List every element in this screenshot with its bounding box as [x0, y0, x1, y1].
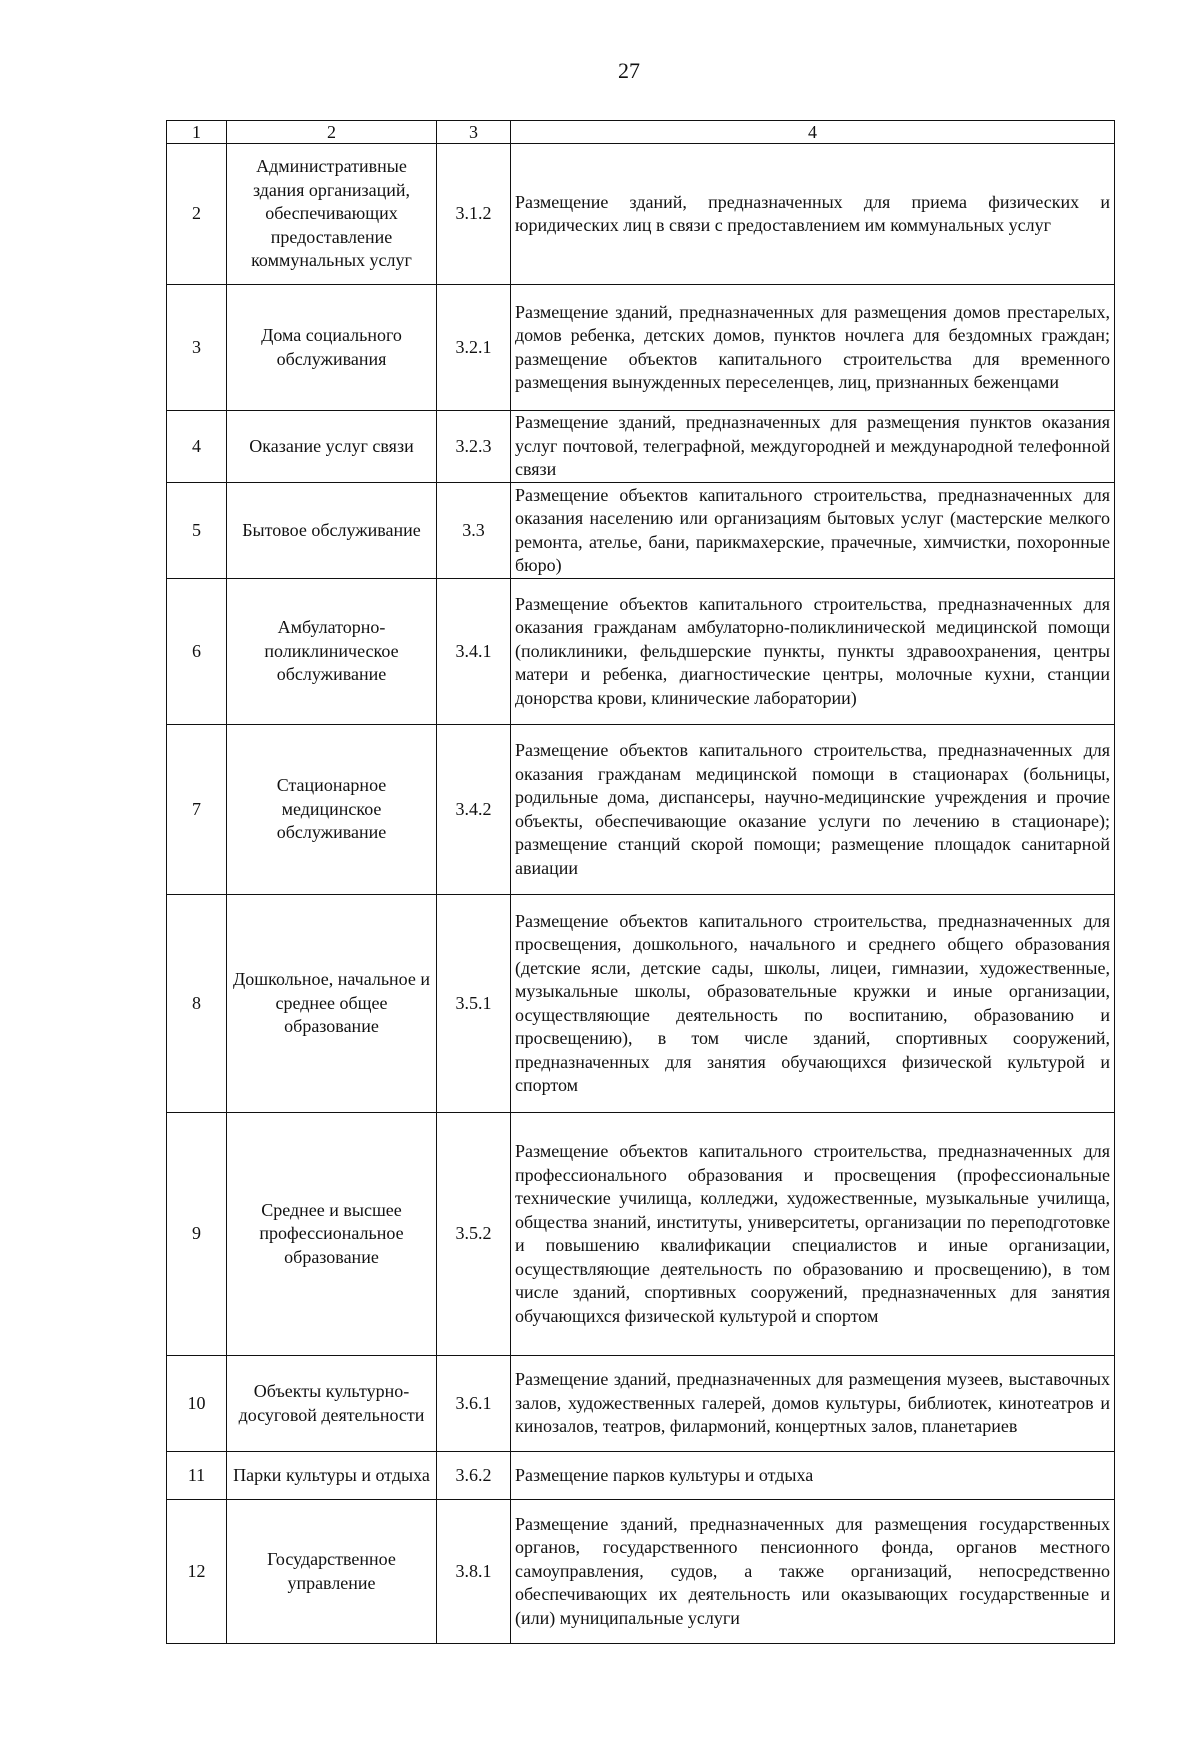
header-cell-1: 1	[167, 121, 227, 144]
use-type-description: Размещение объектов капитального строительства, предназначенных для просвещения, дошкольного, начального и среднего общего образования (детские ясли, детские сады, школы, лицеи, гимназии, художественные, музыкальные школы, образовательные кружки и иные организации, осуществляющие деятельность по воспитанию, образованию и просвещению), в том числе зданий, спортивных сооружений, предназначенных для занятия обучающихся физической культурой и спортом	[511, 895, 1115, 1113]
table-row	[167, 1500, 1115, 1644]
row-number: 9	[167, 1113, 227, 1356]
use-type-code: 3.6.1	[437, 1356, 511, 1452]
use-type-description: Размещение объектов капитального строительства, предназначенных для профессионального образования и просвещения (профессиональные технические училища, колледжи, художественные, музыкальные училища, общества знаний, институты, университеты, организации по переподготовке и повышению квалификации специалистов и иные организации, осуществляющие деятельность по образованию и просвещению), в том числе зданий, спортивных сооружений, предназначенных для занятия обучающихся физической культурой и спортом	[511, 1113, 1115, 1356]
page-number: 27	[618, 58, 640, 83]
use-type-code: 3.3	[437, 483, 511, 579]
use-type-name: Бытовое обслуживание	[227, 483, 437, 579]
row-number: 5	[167, 483, 227, 579]
use-type-description: Размещение зданий, предназначенных для размещения пунктов оказания услуг почтовой, телеграфной, междугородней и международной телефонной связи	[511, 411, 1115, 483]
table-row	[167, 285, 1115, 411]
use-type-description: Размещение объектов капитального строительства, предназначенных для оказания гражданам амбулаторно-поликлинической медицинской помощи (поликлиники, фельдшерские пункты, пункты здравоохранения, центры матери и ребенка, диагностические центры, молочные кухни, станции донорства крови, клинические лаборатории)	[511, 579, 1115, 725]
row-number: 12	[167, 1500, 227, 1644]
row-number: 3	[167, 285, 227, 411]
use-type-name: Дошкольное, начальное и среднее общее образование	[227, 895, 437, 1113]
row-number: 7	[167, 725, 227, 895]
table-row	[167, 144, 1115, 285]
header-cell-3: 3	[437, 121, 511, 144]
use-type-code: 3.4.1	[437, 579, 511, 725]
use-type-name: Парки культуры и отдыха	[227, 1452, 437, 1500]
header-cell-4: 4	[511, 121, 1115, 144]
use-type-code: 3.4.2	[437, 725, 511, 895]
use-type-description: Размещение зданий, предназначенных для размещения музеев, выставочных залов, художественных галерей, домов культуры, библиотек, кинотеатров и кинозалов, театров, филармоний, концертных залов, планетариев	[511, 1356, 1115, 1452]
use-type-name: Объекты культурно-досуговой деятельности	[227, 1356, 437, 1452]
table-row	[167, 725, 1115, 895]
use-type-code: 3.2.1	[437, 285, 511, 411]
land-use-table	[166, 120, 1115, 1644]
use-type-code: 3.2.3	[437, 411, 511, 483]
table-row	[167, 411, 1115, 483]
table-row	[167, 579, 1115, 725]
use-type-code: 3.8.1	[437, 1500, 511, 1644]
use-type-name: Дома социального обслуживания	[227, 285, 437, 411]
use-type-description: Размещение объектов капитального строительства, предназначенных для оказания гражданам медицинской помощи в стационарах (больницы, родильные дома, диспансеры, научно-медицинские учреждения и прочие объекты, обеспечивающие оказание услуги по лечению в стационаре); размещение станций скорой помощи; размещение площадок санитарной авиации	[511, 725, 1115, 895]
table-header-row	[167, 121, 1115, 144]
table-row	[167, 1452, 1115, 1500]
table-row	[167, 1113, 1115, 1356]
table-row	[167, 483, 1115, 579]
use-type-name: Административные здания организаций, обеспечивающих предоставление коммунальных услуг	[227, 144, 437, 285]
use-type-description: Размещение зданий, предназначенных для размещения домов престарелых, домов ребенка, детских домов, пунктов ночлега для бездомных граждан; размещение объектов капитального строительства для временного размещения вынужденных переселенцев, лиц, признанных беженцами	[511, 285, 1115, 411]
row-number: 6	[167, 579, 227, 725]
use-type-name: Стационарное медицинское обслуживание	[227, 725, 437, 895]
row-number: 4	[167, 411, 227, 483]
use-type-code: 3.1.2	[437, 144, 511, 285]
use-type-code: 3.5.2	[437, 1113, 511, 1356]
use-type-code: 3.6.2	[437, 1452, 511, 1500]
use-type-description: Размещение объектов капитального строительства, предназначенных для оказания населению или организациям бытовых услуг (мастерские мелкого ремонта, ателье, бани, парикмахерские, прачечные, химчистки, похоронные бюро)	[511, 483, 1115, 579]
row-number: 11	[167, 1452, 227, 1500]
row-number: 2	[167, 144, 227, 285]
use-type-code: 3.5.1	[437, 895, 511, 1113]
use-type-description: Размещение зданий, предназначенных для приема физических и юридических лиц в связи с предоставлением им коммунальных услуг	[511, 144, 1115, 285]
row-number: 10	[167, 1356, 227, 1452]
use-type-name: Среднее и высшее профессиональное образование	[227, 1113, 437, 1356]
use-type-description: Размещение парков культуры и отдыха	[511, 1452, 1115, 1500]
header-cell-2: 2	[227, 121, 437, 144]
table-row	[167, 1356, 1115, 1452]
row-number: 8	[167, 895, 227, 1113]
use-type-description: Размещение зданий, предназначенных для размещения государственных органов, государственного пенсионного фонда, органов местного самоуправления, судов, а также организаций, непосредственно обеспечивающих их деятельность или оказывающих государственные и (или) муниципальные услуги	[511, 1500, 1115, 1644]
use-type-name: Амбулаторно-поликлиническое обслуживание	[227, 579, 437, 725]
use-type-name: Оказание услуг связи	[227, 411, 437, 483]
table-row	[167, 895, 1115, 1113]
use-type-name: Государственное управление	[227, 1500, 437, 1644]
